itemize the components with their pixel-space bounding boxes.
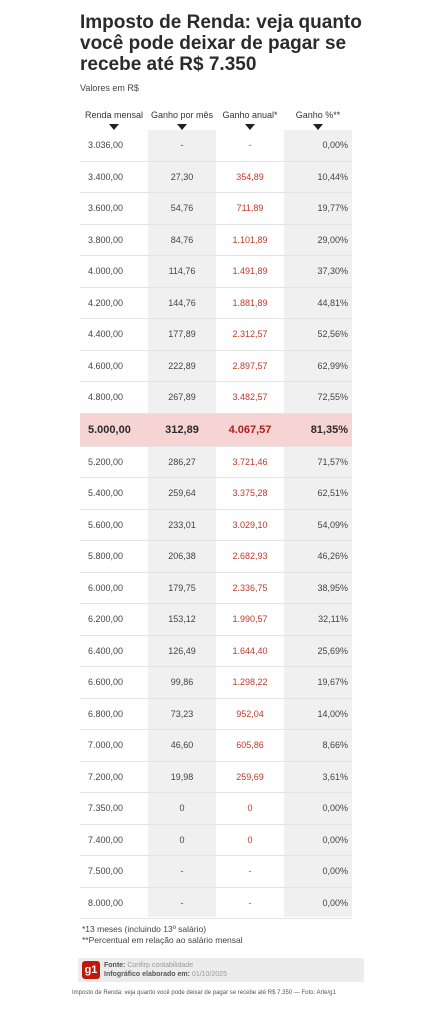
- cell-ganho-por-mes: 114,76: [168, 266, 196, 277]
- cell-ganho-por-mes: 0: [179, 803, 185, 814]
- cell-ganho-pct: 0,00%: [322, 897, 348, 908]
- table-row: [80, 351, 352, 383]
- cell-ganho-pct: 0,00%: [322, 834, 348, 845]
- table-header: [80, 110, 352, 130]
- table-row: [80, 730, 352, 762]
- footnote-13-meses: *13 meses (incluindo 13º salário): [82, 924, 207, 934]
- cell-ganho-por-mes: 222,89: [168, 360, 196, 371]
- cell-ganho-pct: 25,69%: [317, 645, 348, 656]
- cell-ganho-pct: 32,11%: [318, 614, 348, 625]
- cell-renda-mensal: 5.800,00: [88, 551, 124, 562]
- cell-renda-mensal: 4.000,00: [88, 266, 124, 277]
- table-row: [80, 382, 352, 414]
- footnotes: [82, 924, 243, 946]
- cell-ganho-anual: 3.721,46: [232, 456, 268, 467]
- cell-ganho-anual: 1.644,40: [232, 645, 268, 656]
- cell-ganho-por-mes: 312,89: [165, 423, 199, 436]
- table-row: [80, 447, 352, 479]
- cell-ganho-anual: 1.881,89: [232, 297, 268, 308]
- table-row: [80, 667, 352, 699]
- cell-ganho-pct: 81,35%: [310, 423, 348, 436]
- table-row: [80, 604, 352, 636]
- made-label: Infográfico elaborado em:: [104, 970, 190, 978]
- cell-renda-mensal: 4.600,00: [88, 360, 124, 371]
- cell-ganho-por-mes: 126,49: [168, 645, 196, 656]
- cell-ganho-pct: 19,77%: [317, 203, 348, 214]
- cell-renda-mensal: 4.800,00: [88, 392, 124, 403]
- table-row: [80, 856, 352, 888]
- source-footer: [78, 958, 364, 982]
- cell-ganho-por-mes: 54,76: [170, 203, 194, 214]
- cell-renda-mensal: 5.400,00: [88, 488, 124, 499]
- table-row: [80, 573, 352, 605]
- cell-ganho-anual: -: [248, 897, 252, 908]
- table-row: [80, 825, 352, 857]
- cell-renda-mensal: 5.200,00: [88, 456, 124, 467]
- table-row: [80, 793, 352, 825]
- cell-ganho-anual: 0: [247, 834, 253, 845]
- cell-renda-mensal: 3.400,00: [88, 171, 124, 182]
- page-title: Imposto de Renda: veja quanto você pode deixar de pagar se recebe até R$ 7.350: [80, 12, 362, 75]
- cell-renda-mensal: 7.350,00: [88, 803, 124, 814]
- cell-ganho-anual: -: [248, 866, 252, 877]
- header-ganho-anual-label: Ganho anual*: [222, 110, 278, 120]
- cell-ganho-pct: 0,00%: [322, 140, 348, 151]
- table-row: [80, 699, 352, 731]
- cell-ganho-por-mes: -: [180, 140, 184, 151]
- cell-ganho-anual: 3.375,28: [232, 488, 268, 499]
- table-row: [80, 541, 352, 573]
- units-label: Valores em R$: [80, 83, 139, 93]
- cell-ganho-pct: 71,57%: [317, 456, 348, 467]
- table-row: [80, 636, 352, 668]
- cell-ganho-por-mes: 153,12: [168, 614, 196, 625]
- cell-ganho-anual: -: [248, 140, 252, 151]
- cell-ganho-pct: 0,00%: [322, 803, 348, 814]
- table-row: [80, 256, 352, 288]
- header-ganho-por-mes: [148, 110, 216, 130]
- table-row: [80, 288, 352, 320]
- cell-ganho-pct: 72,55%: [317, 392, 348, 403]
- cell-ganho-por-mes: 0: [179, 834, 185, 845]
- cell-ganho-anual: 1.990,57: [232, 614, 268, 625]
- cell-renda-mensal: 7.400,00: [88, 834, 124, 845]
- table-row: [80, 162, 352, 194]
- header-renda-mensal-label: Renda mensal: [84, 110, 144, 120]
- cell-renda-mensal: 5.600,00: [88, 519, 124, 530]
- cell-renda-mensal: 6.600,00: [88, 677, 124, 688]
- cell-ganho-anual: 711,89: [236, 203, 264, 214]
- made-value: 01/10/2025: [191, 970, 227, 978]
- cell-ganho-anual: 605,86: [236, 740, 264, 751]
- cell-ganho-pct: 46,26%: [317, 551, 348, 562]
- footnote-percentual: **Percentual em relação ao salário mensal: [82, 935, 243, 945]
- source-value: Confirp contabilidade: [127, 962, 194, 969]
- cell-renda-mensal: 6.400,00: [88, 645, 124, 656]
- cell-renda-mensal: 8.000,00: [88, 897, 124, 908]
- cell-renda-mensal: 7.000,00: [88, 740, 124, 751]
- cell-ganho-anual: 2.336,75: [232, 582, 268, 593]
- table-row: [80, 319, 352, 351]
- income-table: [80, 130, 352, 919]
- cell-renda-mensal: 7.200,00: [88, 771, 124, 782]
- cell-ganho-por-mes: 286,27: [168, 456, 196, 467]
- cell-renda-mensal: 6.800,00: [88, 708, 124, 719]
- cell-ganho-por-mes: 206,38: [168, 551, 196, 562]
- header-ganho-anual: [216, 110, 284, 130]
- cell-ganho-por-mes: 84,76: [170, 234, 194, 245]
- cell-ganho-por-mes: 177,89: [168, 329, 196, 340]
- cell-ganho-pct: 3,61%: [322, 771, 348, 782]
- cell-ganho-por-mes: 179,75: [168, 582, 196, 593]
- cell-ganho-pct: 44,81%: [317, 297, 348, 308]
- cell-ganho-anual: 354,89: [236, 171, 264, 182]
- cell-renda-mensal: 3.036,00: [88, 140, 124, 151]
- cell-ganho-pct: 10,44%: [317, 171, 348, 182]
- cell-ganho-por-mes: 99,86: [170, 677, 194, 688]
- table-row: [80, 225, 352, 257]
- cell-ganho-pct: 0,00%: [322, 866, 348, 877]
- cell-ganho-pct: 62,51%: [317, 488, 348, 499]
- cell-ganho-pct: 29,00%: [317, 234, 348, 245]
- cell-ganho-pct: 37,30%: [317, 266, 348, 277]
- cell-ganho-por-mes: 19,98: [170, 771, 194, 782]
- cell-ganho-anual: 2.312,57: [232, 329, 268, 340]
- cell-ganho-pct: 19,67%: [317, 677, 348, 688]
- header-ganho-por-mes-label: Ganho por mês: [150, 110, 214, 120]
- cell-ganho-anual: 1.298,22: [232, 677, 268, 688]
- cell-ganho-por-mes: 259,64: [168, 488, 196, 499]
- cell-ganho-anual: 259,69: [236, 771, 264, 782]
- cell-ganho-anual: 2.897,57: [232, 360, 268, 371]
- cell-ganho-anual: 1.101,89: [232, 234, 268, 245]
- cell-ganho-pct: 14,00%: [317, 708, 348, 719]
- header-ganho-pct-label: Ganho %**: [295, 110, 341, 120]
- cell-ganho-por-mes: 144,76: [168, 297, 196, 308]
- cell-ganho-anual: 1.491,89: [232, 266, 268, 277]
- cell-ganho-por-mes: 233,01: [168, 519, 196, 530]
- cell-renda-mensal: 4.400,00: [88, 329, 124, 340]
- table-row: [80, 478, 352, 510]
- cell-renda-mensal: 3.600,00: [88, 203, 124, 214]
- cell-ganho-anual: 3.482,57: [232, 392, 268, 403]
- cell-ganho-pct: 8,66%: [322, 740, 348, 751]
- cell-renda-mensal: 4.200,00: [88, 297, 124, 308]
- cell-renda-mensal: 3.800,00: [88, 234, 124, 245]
- photo-caption: Imposto de Renda: veja quanto você pode deixar de pagar se recebe até R$ 7.350 — Foto: Arte/g1: [72, 990, 336, 996]
- g1-logo-icon: g1: [82, 961, 100, 979]
- cell-renda-mensal: 5.000,00: [88, 423, 131, 436]
- cell-ganho-anual: 952,04: [236, 708, 264, 719]
- header-ganho-pct: [284, 110, 352, 130]
- cell-ganho-anual: 3.029,10: [232, 519, 268, 530]
- cell-ganho-pct: 52,56%: [317, 329, 348, 340]
- source-label: Fonte:: [104, 962, 126, 969]
- cell-ganho-anual: 2.682,93: [232, 551, 268, 562]
- table-row: [80, 510, 352, 542]
- table-row: [80, 762, 352, 794]
- cell-renda-mensal: 7.500,00: [88, 866, 124, 877]
- cell-ganho-por-mes: 73,23: [170, 708, 194, 719]
- cell-ganho-por-mes: 267,89: [168, 392, 196, 403]
- cell-ganho-por-mes: -: [180, 897, 184, 908]
- cell-ganho-pct: 54,09%: [317, 519, 348, 530]
- table-row: [80, 193, 352, 225]
- cell-ganho-pct: 62,99%: [317, 360, 348, 371]
- table-row: [80, 130, 352, 162]
- footer-text: [104, 962, 227, 979]
- cell-ganho-por-mes: 27,30: [170, 171, 194, 182]
- cell-ganho-por-mes: 46,60: [170, 740, 194, 751]
- cell-ganho-pct: 38,95%: [317, 582, 348, 593]
- header-renda-mensal: [80, 110, 148, 130]
- table-row: [80, 888, 352, 920]
- table-row-highlighted: [80, 414, 352, 447]
- cell-renda-mensal: 6.000,00: [88, 582, 124, 593]
- cell-renda-mensal: 6.200,00: [88, 614, 124, 625]
- cell-ganho-por-mes: -: [180, 866, 184, 877]
- cell-ganho-anual: 4.067,57: [228, 423, 272, 436]
- cell-ganho-anual: 0: [247, 803, 253, 814]
